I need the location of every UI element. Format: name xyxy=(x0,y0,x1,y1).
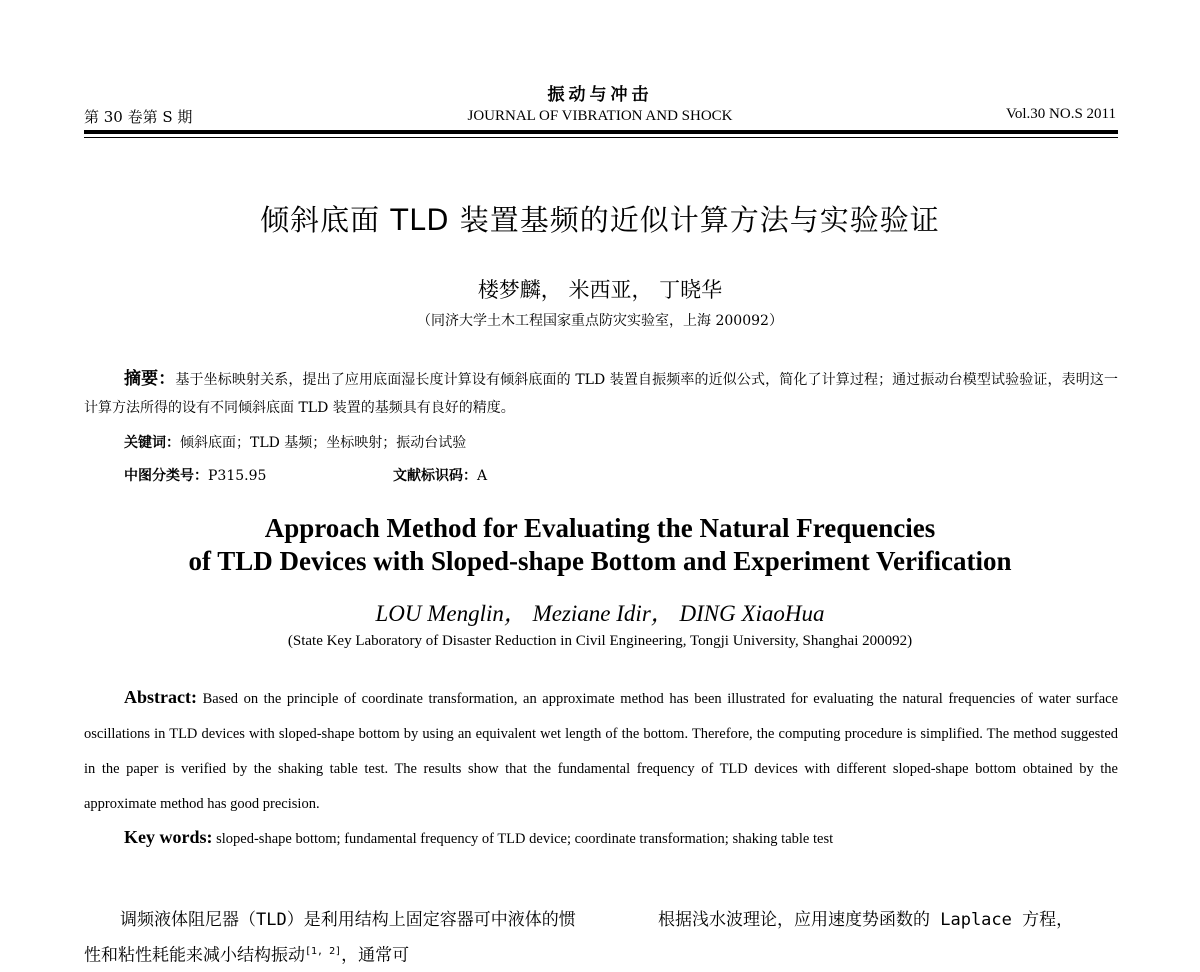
title-en xyxy=(0,512,1200,578)
docid-label: 文献标识码： xyxy=(393,468,477,484)
clc-number xyxy=(124,465,266,485)
body-left-text-b: ，通常可 xyxy=(341,945,410,966)
title-cn: 倾斜底面 TLD 装置基频的近似计算方法与实验验证 xyxy=(260,203,940,237)
abstract-en xyxy=(84,680,1118,822)
issue-en: Vol.30 NO.S 2011 xyxy=(1005,106,1116,122)
abstract-cn-text: 基于坐标映射关系，提出了应用底面湿长度计算设有倾斜底面的 TLD 装置自振频率的近似公式，简化了计算过程；通过振动台模型试验验证，表明这一计算方法所得的设有不同倾斜底面 TLD 装置的基频具有良好的精度。 xyxy=(84,372,1119,416)
keywords-cn-label: 关键词： xyxy=(124,435,180,451)
title-en-line1: Approach Method for Evaluating the Natural Frequencies xyxy=(264,513,936,543)
header-rule-thick xyxy=(84,130,1118,134)
abstract-cn xyxy=(84,365,1118,422)
journal-name-cn: 振动与冲击 xyxy=(547,85,653,105)
document-id xyxy=(393,465,487,485)
journal-name-en: JOURNAL OF VIBRATION AND SHOCK xyxy=(467,108,733,124)
docid-value: A xyxy=(477,468,488,484)
authors-en: LOU Menglin， Meziane Idir， DING XiaoHua xyxy=(375,601,825,626)
abstract-en-label: Abstract: xyxy=(124,687,197,707)
keywords-en xyxy=(124,827,833,848)
title-en-line2: of TLD Devices with Sloped-shape Bottom and Experiment Verification xyxy=(188,546,1012,576)
keywords-en-text: sloped-shape bottom; fundamental frequency of TLD device; coordinate transformation; shaking table test xyxy=(216,831,834,847)
issue-cn: 第 30 卷第 S 期 xyxy=(84,108,193,126)
body-left-column xyxy=(84,904,584,972)
header-rule-thin xyxy=(84,137,1118,138)
clc-value: P315.95 xyxy=(208,468,267,484)
affiliation-en: (State Key Laboratory of Disaster Reduction in Civil Engineering, Tongji University, Shanghai 200092) xyxy=(287,633,913,649)
authors-cn: 楼梦麟， 米西亚， 丁晓华 xyxy=(477,278,723,302)
abstract-en-text: Based on the principle of coordinate transformation, an approximate method has been illustrated for evaluating the natural frequencies of water surface oscillations in TLD devices with sloped-shape bottom by using an equivalent wet length of the bottom. Therefore, the computing procedure is simplified. The method suggested in the paper is verified by the shaking table test. The results show that the fundamental frequency of TLD devices with different sloped-shape bottom obtained by the approximate method has good precision. xyxy=(84,691,1119,812)
clc-label: 中图分类号： xyxy=(124,468,208,484)
body-right-column: 根据浅水波理论，应用速度势函数的 Laplace 方程， xyxy=(658,910,1074,930)
keywords-cn-text: 倾斜底面；TLD 基频；坐标映射；振动台试验 xyxy=(180,435,467,451)
keywords-en-label: Key words: xyxy=(124,827,213,847)
body-left-text-a: 调频液体阻尼器（TLD）是利用结构上固定容器可中液体的惯性和粘性耗能来减小结构振动 xyxy=(84,910,576,966)
keywords-cn xyxy=(124,432,466,452)
affiliation-cn: （同济大学土木工程国家重点防灾实验室，上海 200092） xyxy=(417,313,783,329)
abstract-cn-label: 摘要： xyxy=(124,369,176,389)
citation-ref: [1, 2] xyxy=(305,946,342,957)
